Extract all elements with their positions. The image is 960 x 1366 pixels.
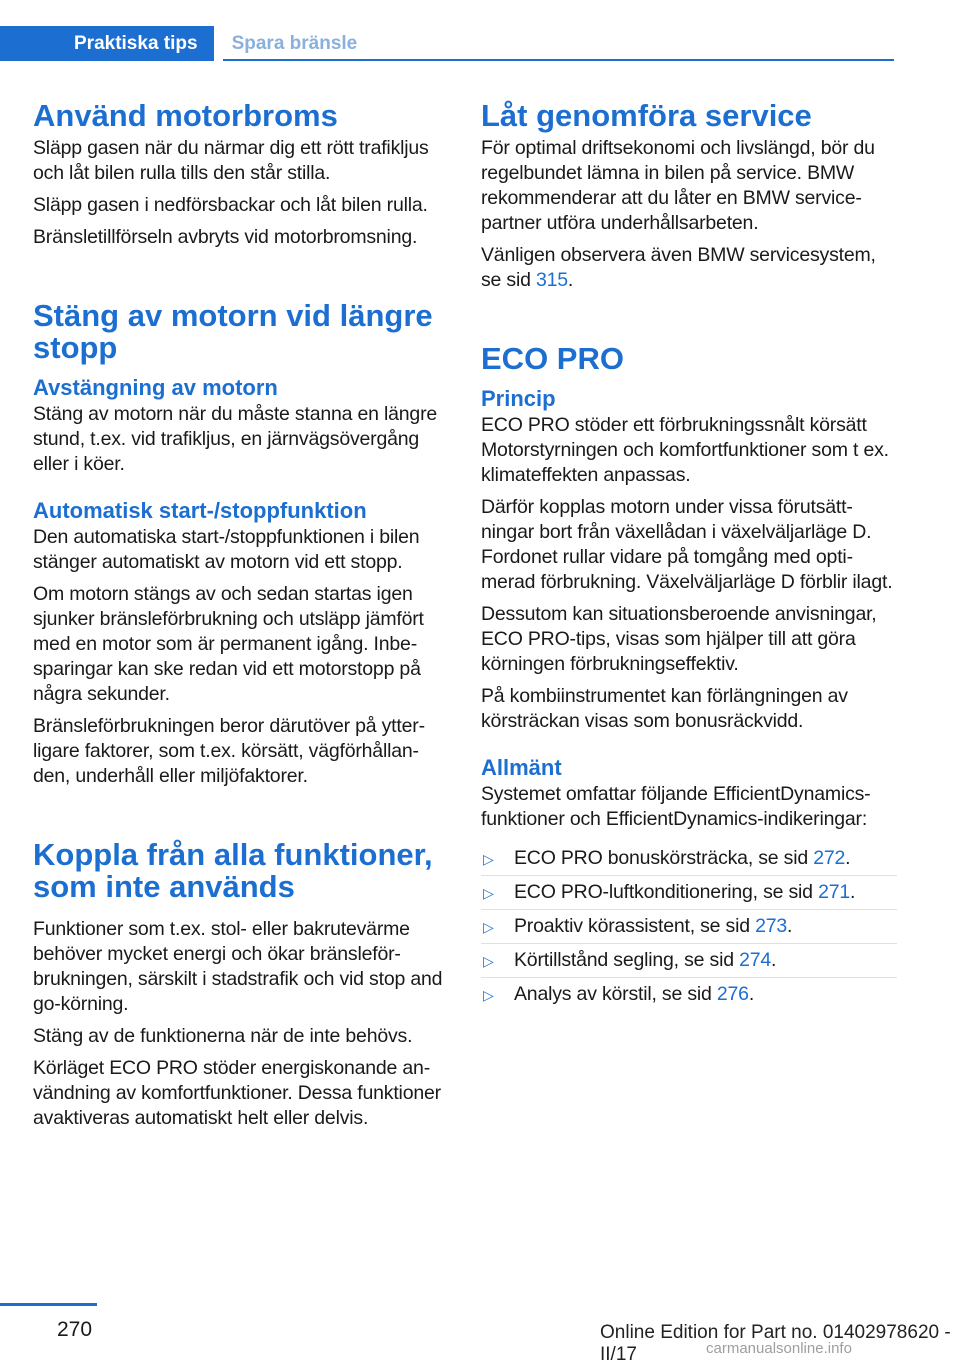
- paragraph: Stäng av motorn när du måste stanna en längre stund, t.ex. vid trafikljus, en järnvägsövergång eller i köer.: [33, 403, 438, 475]
- tab-praktiska-tips[interactable]: Praktiska tips: [0, 26, 214, 61]
- paragraph: Funktioner som t.ex. stol- eller bakrutevärme behöver mycket energi och ökar bränsleförbrukningen, särskilt i stadstrafik och vid stop and go-körning.: [33, 918, 443, 1015]
- left-column: [33, 100, 448, 1138]
- chapter-tabs: [0, 26, 373, 61]
- paragraph: Bränsletillförseln avbryts vid motorbromsning.: [33, 226, 418, 248]
- page-link[interactable]: 276: [716, 983, 749, 1005]
- page-number: 270: [57, 1318, 93, 1341]
- subheading-avstangning: Avstängning av motorn: [33, 375, 278, 400]
- paragraph: Körläget ECO PRO stöder energiskonande användning av komfortfunktioner. Dessa funktioner avaktiveras automatiskt helt eller delvis.: [33, 1057, 441, 1129]
- paragraph: Släpp gasen när du närmar dig ett rött trafikljus och låt bilen rulla tills den står stilla.: [33, 137, 429, 184]
- subheading-princip: Princip: [481, 386, 556, 411]
- list-item: ▷ Körtillstånd segling, se sid 274.: [481, 944, 897, 978]
- efficientdynamics-list: [481, 842, 897, 1011]
- paragraph: Stäng av de funktionerna när de inte behövs.: [33, 1025, 413, 1047]
- triangle-bullet-icon: ▷: [483, 987, 494, 1003]
- list-item: ▷ ECO PRO bonuskörsträcka, se sid 272.: [481, 842, 897, 876]
- list-item: ▷ Analys av körstil, se sid 276.: [481, 978, 897, 1011]
- heading-service: Låt genomföra service: [481, 98, 812, 133]
- heading-stang-av-motorn: Stäng av motorn vid längre stopp: [33, 298, 433, 365]
- paragraph: För optimal driftsekonomi och livslängd, bör du regelbundet lämna in bilen på service. BMW rekommenderar att du låter en BMW servicepartner utföra underhållsarbeten.: [481, 137, 875, 234]
- subheading-start-stopp: Automatisk start-/stoppfunktion: [33, 498, 367, 523]
- watermark: carmanualsonline.info: [706, 1340, 852, 1357]
- paragraph: Dessutom kan situationsberoende anvisningar, ECO PRO-tips, visas som hjälper till att göra körningen förbrukningseffektiv.: [481, 603, 877, 675]
- paragraph: Vänligen observera även BMW servicesystem, se sid 315.: [481, 244, 876, 291]
- paragraph: Om motorn stängs av och sedan startas igen sjunker bränsleförbrukning och utsläpp jämfört med en motor som är permanent igång. Inbesparingar kan ske redan vid ett motorstopp på några sekunder.: [33, 583, 424, 705]
- triangle-bullet-icon: ▷: [483, 851, 494, 867]
- page-link[interactable]: 272: [813, 847, 846, 869]
- heading-koppla-fran: Koppla från alla funktioner, som inte används: [33, 837, 433, 904]
- page-link[interactable]: 274: [739, 949, 772, 971]
- subheading-allmant: Allmänt: [481, 755, 562, 780]
- page-link[interactable]: 271: [818, 881, 850, 903]
- heading-eco-pro: ECO PRO: [481, 341, 624, 376]
- list-item: ▷ ECO PRO-luftkonditionering, se sid 271.: [481, 876, 897, 910]
- right-column: [481, 100, 897, 1011]
- paragraph: Bränsleförbrukningen beror därutöver på ytterligare faktorer, som t.ex. körsätt, vägförhållanden, underhåll eller miljöfaktorer.: [33, 715, 426, 787]
- triangle-bullet-icon: ▷: [483, 953, 494, 969]
- paragraph: Systemet omfattar följande EfficientDynamics-funktioner och EfficientDynamics-indikeringar:: [481, 783, 871, 830]
- paragraph: Släpp gasen i nedförsbackar och låt bilen rulla.: [33, 194, 428, 216]
- tab-spara-bransle[interactable]: Spara bränsle: [231, 33, 358, 54]
- paragraph: ECO PRO stöder ett förbrukningssnålt körsätt Motorstyrningen och komfortfunktioner som t ex. klimateffekten anpassas.: [481, 414, 889, 486]
- footer-divider: [0, 1303, 97, 1306]
- triangle-bullet-icon: ▷: [483, 885, 494, 901]
- paragraph: Därför kopplas motorn under vissa förutsättningar bort från växellådan i växelväljarläge D. Fordonet rullar vidare på tomgång med optimerad förbrukning. Växelväljarläge D förblir ilagt.: [481, 496, 893, 593]
- heading-anvand-motorbroms: Använd motorbroms: [33, 98, 338, 133]
- list-item: ▷ Proaktiv körassistent, se sid 273.: [481, 910, 897, 944]
- page-link[interactable]: 273: [755, 915, 788, 937]
- paragraph: Den automatiska start-/stoppfunktionen i bilen stänger automatiskt av motorn vid ett stopp.: [33, 526, 420, 573]
- page-link[interactable]: 315: [535, 269, 568, 291]
- triangle-bullet-icon: ▷: [483, 919, 494, 935]
- paragraph: På kombiinstrumentet kan förlängningen av körsträckan visas som bonusräckvidd.: [481, 685, 848, 732]
- header-divider: [223, 59, 894, 61]
- edition-text: Online Edition for Part no. 01402978620 - II/17: [600, 1322, 951, 1365]
